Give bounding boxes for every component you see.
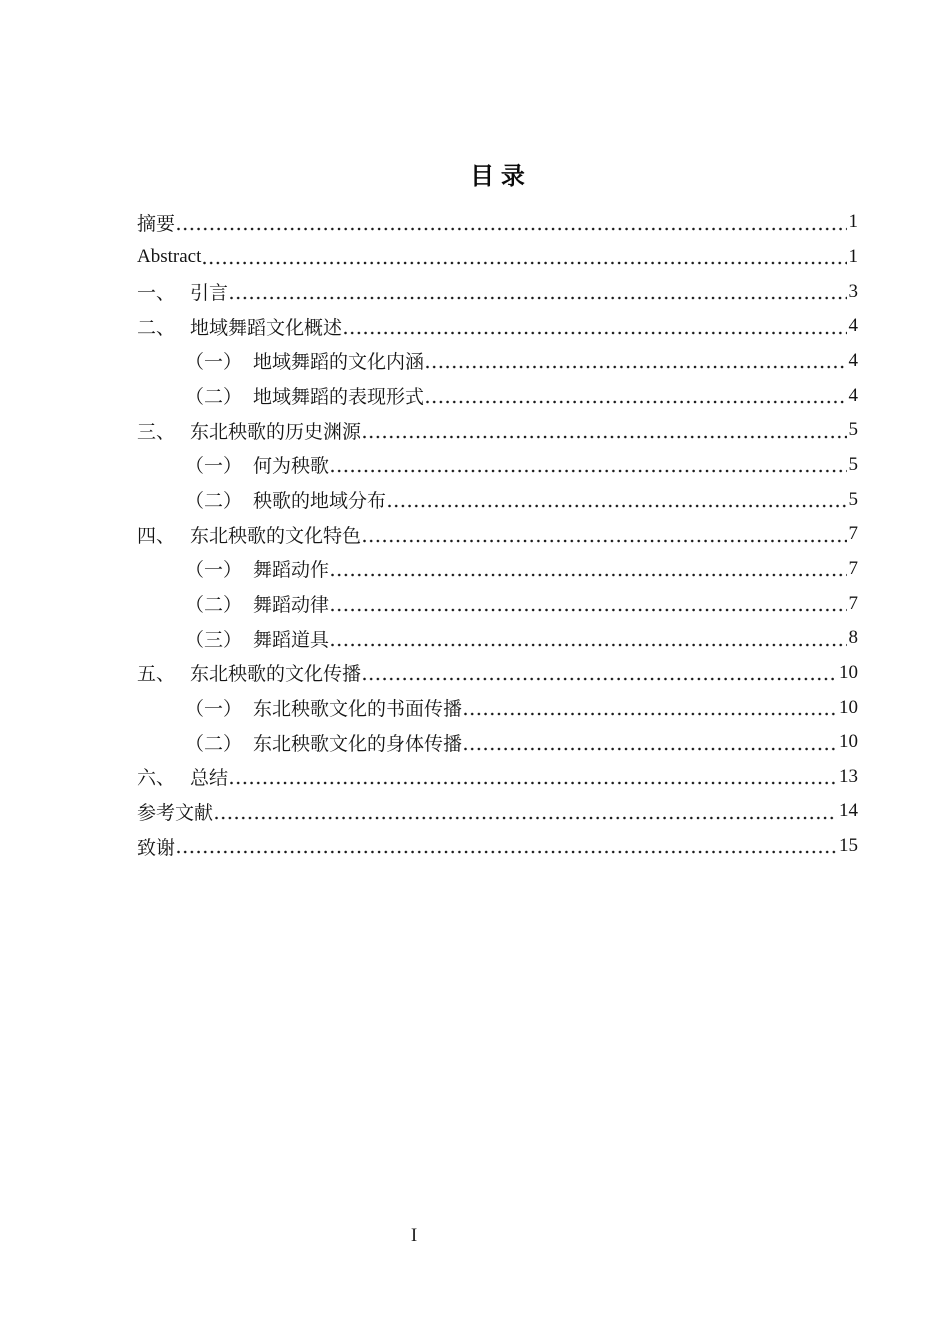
toc-entry-number: （一） [185, 699, 243, 721]
toc-entry-number: 一、 [137, 283, 176, 305]
toc-entry-number: 四、 [137, 525, 176, 547]
dot-leader [464, 712, 837, 716]
toc-entry-number: 二、 [137, 317, 176, 339]
toc-entry[interactable] [137, 413, 858, 448]
toc-entry-page: 4 [848, 315, 858, 337]
toc-entry[interactable] [137, 552, 858, 587]
toc-entry-page: 7 [848, 557, 858, 579]
toc-entry-page: 4 [848, 384, 858, 406]
toc-entry-label: 舞蹈动作 [253, 560, 330, 582]
dot-leader [215, 816, 837, 820]
dot-leader [464, 747, 837, 751]
toc-entry-number: 五、 [137, 664, 176, 686]
dot-leader [344, 331, 846, 335]
toc-entry[interactable] [137, 656, 858, 691]
toc-entry-page: 7 [848, 592, 858, 614]
toc-entry[interactable] [137, 621, 858, 656]
toc-entry-number: （一） [185, 352, 243, 374]
footer-page-number: I [410, 1225, 418, 1246]
toc-entry-page: 4 [848, 349, 858, 371]
toc-entry-page: 10 [839, 696, 858, 718]
toc-entry-label: 东北秧歌的历史渊源 [190, 421, 362, 443]
toc-entry-page: 5 [848, 453, 858, 475]
toc-entry-page: 10 [839, 661, 858, 683]
toc-entry-label: 舞蹈道具 [253, 629, 330, 651]
toc-entry[interactable] [137, 829, 858, 864]
toc-entry-page: 10 [839, 731, 858, 753]
toc-entry-label: 东北秧歌的文化传播 [190, 664, 362, 686]
toc-entry-label: 秧歌的地域分布 [253, 491, 387, 513]
toc-entry-page: 13 [839, 765, 858, 787]
toc-entry-label: 东北秧歌文化的书面传播 [253, 699, 463, 721]
dot-leader [426, 365, 846, 369]
toc-entry-label: 总结 [190, 768, 229, 790]
toc-entry-label: Abstract [137, 245, 202, 267]
toc-entry-number: （二） [185, 595, 243, 617]
toc-entry-label: 何为秧歌 [253, 456, 330, 478]
toc-title: 目 录 [470, 163, 525, 190]
toc-entry[interactable] [137, 240, 858, 275]
toc-entry[interactable] [137, 482, 858, 517]
toc-entry-page: 3 [848, 280, 858, 302]
dot-leader [177, 227, 846, 231]
toc-entry-label: 地域舞蹈的表现形式 [253, 387, 425, 409]
toc-entry[interactable] [137, 378, 858, 413]
dot-leader [426, 400, 846, 404]
toc-entry-label: 地域舞蹈的文化内涵 [253, 352, 425, 374]
toc-entry[interactable] [137, 344, 858, 379]
toc-entry-page: 1 [848, 211, 858, 233]
toc-entry-number: 三、 [137, 421, 176, 443]
toc-entry-label: 参考文献 [137, 802, 214, 824]
toc-entry[interactable] [137, 274, 858, 309]
toc-entry[interactable] [137, 448, 858, 483]
toc-entry-number: （二） [185, 491, 243, 513]
dot-leader [388, 504, 846, 508]
toc-list [137, 205, 858, 863]
toc-entry[interactable] [137, 309, 858, 344]
toc-entry-page: 5 [848, 419, 858, 441]
toc-entry[interactable] [137, 760, 858, 795]
dot-leader [331, 608, 846, 612]
toc-entry-number: （二） [185, 733, 243, 755]
dot-leader [331, 643, 846, 647]
dot-leader [203, 261, 846, 265]
dot-leader [363, 677, 837, 681]
toc-entry-number: 六、 [137, 768, 176, 790]
toc-entry-page: 1 [848, 245, 858, 267]
toc-entry[interactable] [137, 690, 858, 725]
toc-entry-number: （三） [185, 629, 243, 651]
toc-entry[interactable] [137, 794, 858, 829]
toc-entry[interactable] [137, 586, 858, 621]
toc-entry-label: 东北秧歌文化的身体传播 [253, 733, 463, 755]
toc-entry-label: 引言 [190, 283, 229, 305]
toc-entry-page: 15 [839, 835, 858, 857]
dot-leader [363, 539, 846, 543]
dot-leader [331, 469, 846, 473]
toc-entry-label: 东北秧歌的文化特色 [190, 525, 362, 547]
toc-entry-label: 舞蹈动律 [253, 595, 330, 617]
dot-leader [230, 296, 846, 300]
toc-entry-page: 8 [848, 627, 858, 649]
toc-entry-label: 摘要 [137, 213, 176, 235]
toc-entry-label: 地域舞蹈文化概述 [190, 317, 343, 339]
toc-entry[interactable] [137, 517, 858, 552]
toc-entry[interactable] [137, 205, 858, 240]
toc-entry-number: （一） [185, 456, 243, 478]
dot-leader [177, 850, 837, 854]
toc-entry-number: （二） [185, 387, 243, 409]
toc-entry-label: 致谢 [137, 837, 176, 859]
dot-leader [363, 435, 846, 439]
toc-entry-page: 5 [848, 488, 858, 510]
page-footer [137, 1225, 691, 1247]
toc-entry-number: （一） [185, 560, 243, 582]
toc-entry[interactable] [137, 725, 858, 760]
dot-leader [230, 781, 837, 785]
dot-leader [331, 573, 846, 577]
toc-entry-page: 7 [848, 523, 858, 545]
toc-entry-page: 14 [839, 800, 858, 822]
